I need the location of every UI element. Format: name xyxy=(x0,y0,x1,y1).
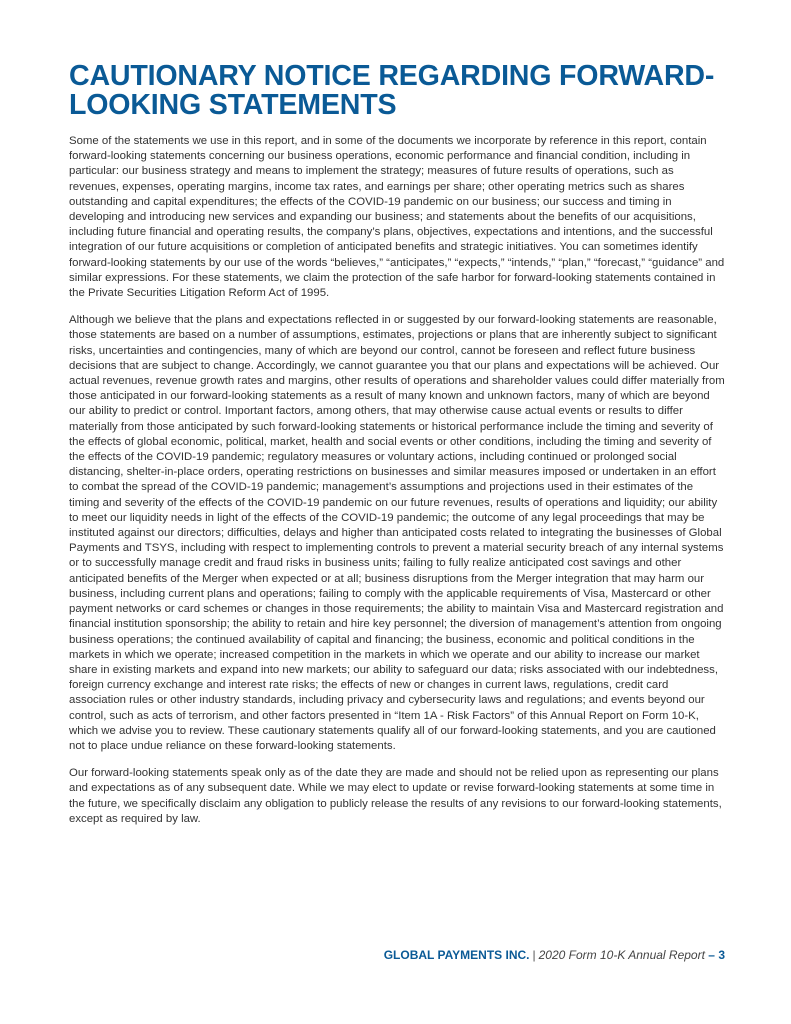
paragraph-disclaimer: Our forward-looking statements speak only as of the date they are made and should not be relied upon as representing our plans and expectations as of any subsequent date. While we may elect to update or revise forward-looking statements at some time in the future, we specifically disclaim any obligation to publicly release the results of any revisions to our forward-looking statements, except as required by law. xyxy=(69,767,722,825)
footer-dash: – xyxy=(708,948,715,962)
document-body xyxy=(69,134,725,839)
page-footer xyxy=(69,947,725,963)
paragraph-risk-factors: Although we believe that the plans and expectations reflected in or suggested by our forward-looking statements are reasonable, those statements are based on a number of assumptions, estimates, projections or plans that are inherently subject to significant risks, uncertainties and contingencies, many of which are beyond our control, cannot be foreseen and reflect future business decisions that are subject to change. Accordingly, we cannot guarantee you that our plans and expectations will be achieved. Our actual revenues, revenue growth rates and margins, other results of operations and shareholder values could differ materially from those anticipated in our forward-looking statements as a result of many known and unknown factors, many of which are beyond our ability to predict or control. Important factors, among others, that may otherwise cause actual events or results to differ materially from those anticipated by such forward-looking statements or historical performance include the timing and severity of the effects of global economic, political, market, health and social events or other conditions, including the timing and severity of the effects of the COVID-19 pandemic; regulatory measures or voluntary actions, including continued or prolonged social distancing, shelter-in-place orders, operating restrictions on businesses and similar measures imposed or undertaken in an effort to combat the spread of the COVID-19 pandemic; management’s assumptions and projections used in their estimates of the timing and severity of the effects of the COVID-19 pandemic on our future revenues, results of operations and liquidity; our ability to meet our liquidity needs in light of the effects of the COVID-19 pandemic; the outcome of any legal proceedings that may be instituted against our directors; difficulties, delays and higher than anticipated costs related to integrating the businesses of Global Payments and TSYS, including with respect to implementing controls to prevent a material security breach of any internal systems or to successfully manage credit and fraud risks in business units; failing to fully realize anticipated cost savings and other anticipated benefits of the Merger when expected or at all; business disruptions from the Merger integration that may harm our business, including current plans and operations; failing to comply with the applicable requirements of Visa, Mastercard or other payment networks or card schemes or changes in those requirements; the ability to maintain Visa and Mastercard registration and financial institution sponsorship; the ability to retain and hire key personnel; the diversion of management’s attention from ongoing business operations; the continued availability of capital and financing; the business, economic and political conditions in the markets in which we operate; increased competition in the markets in which we operate and our ability to increase our market share in existing markets and expand into new markets; our ability to safeguard our data; risks associated with our indebtedness, foreign currency exchange and interest rate risks; the effects of new or changes in current laws, regulations, credit card association rules or other industry standards, including privacy and cybersecurity laws and regulations; and events beyond our control, such as acts of terrorism, and other factors presented in “Item 1A - Risk Factors” of this Annual Report on Form 10-K, which we advise you to review. These cautionary statements qualify all of our forward-looking statements, and you are cautioned not to place undue reliance on these forward-looking statements. xyxy=(69,314,725,752)
page-title: CAUTIONARY NOTICE REGARDING FORWARD-LOOKING STATEMENTS xyxy=(69,60,715,121)
footer-page-number: 3 xyxy=(718,948,725,962)
footer-separator: | xyxy=(532,948,536,962)
paragraph-intro: Some of the statements we use in this report, and in some of the documents we incorporate by reference in this report, contain forward-looking statements concerning our business operations, economic performance and financial condition, including in particular: our business strategy and means to implement the strategy; measures of future results of operations, such as revenues, expenses, operating margins, income tax rates, and earnings per share; other operating metrics such as shares outstanding and capital expenditures; the effects of the COVID-19 pandemic on our business; our success and timing in developing and introducing new services and expanding our business; and statements about the benefits of our acquisitions, including future financial and operating results, the company’s plans, objectives, expectations and intentions, and the successful integration of our future acquisitions or completion of anticipated benefits and strategic initiatives. You can sometimes identify forward-looking statements by our use of the words “believes,” “anticipates,” “expects,” “intends,” “plan,” “forecast,” “guidance” and similar expressions. For these statements, we claim the protection of the safe harbor for forward-looking statements contained in the Private Securities Litigation Reform Act of 1995. xyxy=(69,135,725,300)
footer-report-name: 2020 Form 10-K Annual Report xyxy=(538,948,705,962)
footer-company-name: GLOBAL PAYMENTS INC. xyxy=(383,948,530,962)
